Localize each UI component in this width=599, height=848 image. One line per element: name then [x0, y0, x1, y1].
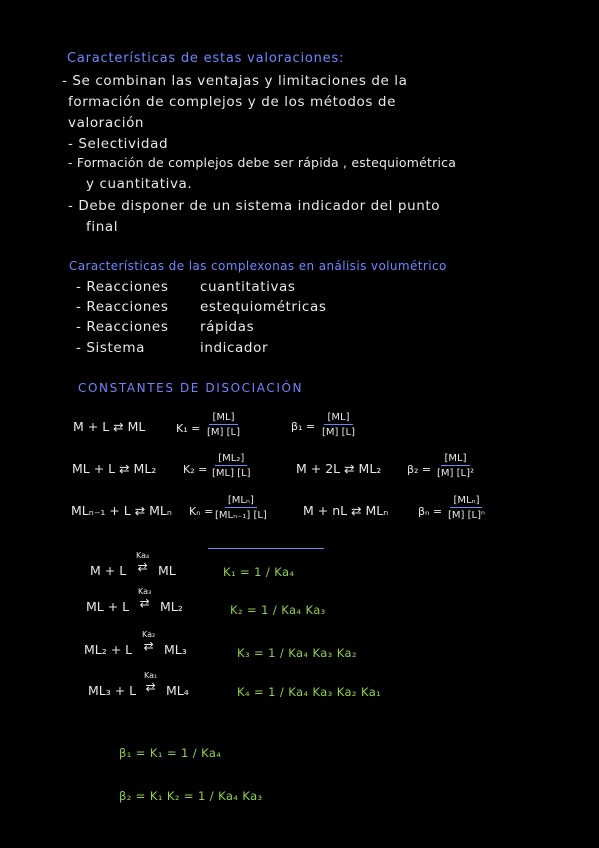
constant-label: Kₙ = — [189, 505, 214, 518]
equilibrium-arrow — [138, 588, 151, 609]
fraction-kn — [215, 495, 267, 521]
constant-label: βₙ = — [418, 505, 443, 518]
list-item-value: indicador — [200, 340, 269, 356]
section-title-constants: CONSTANTES DE DISOCIACIÓN — [78, 381, 304, 395]
equilibrium-arrow — [142, 631, 155, 652]
constant-label: β₁ = — [291, 420, 316, 433]
list-item-label: - Reacciones — [76, 319, 169, 335]
equilibrium-arrow — [136, 552, 149, 573]
reaction-right: ML₂ — [160, 599, 183, 614]
reaction-equation: ML + L ⇄ ML₂ — [72, 461, 157, 476]
ka-label: Ka₃ — [138, 587, 152, 596]
equilibrium-arrow-icon: ⇄ — [137, 560, 148, 574]
stepwise-constant: K₁ = 1 / Ka₄ — [223, 565, 295, 579]
stepwise-constant: K₃ = 1 / Ka₄ Ka₃ Ka₂ — [237, 646, 357, 660]
equilibrium-arrow — [144, 672, 157, 693]
equilibrium-arrow-icon: ⇄ — [143, 639, 154, 653]
list-item-value: rápidas — [200, 319, 255, 335]
equilibrium-arrow-icon: ⇄ — [139, 596, 150, 610]
reaction-equation: M + nL ⇄ MLₙ — [303, 503, 389, 518]
fraction-betan — [448, 495, 485, 521]
text-line: valoración — [68, 115, 145, 131]
ka-label: Ka₂ — [142, 630, 156, 639]
text-line: formación de complejos y de los métodos de — [68, 94, 397, 110]
fraction-numerator: [MLₙ] — [450, 495, 482, 508]
list-item-label: - Reacciones — [76, 299, 169, 315]
section-title-complexonas: Características de las complexonas en análisis volumétrico — [69, 259, 447, 273]
cumulative-constant-beta2: β₂ = K₁ K₂ = 1 / Ka₄ Ka₃ — [119, 789, 263, 803]
ka-label: Ka₄ — [136, 551, 150, 560]
reaction-left: ML + L — [86, 599, 130, 614]
fraction-numerator: [ML] — [324, 412, 352, 425]
reaction-equation: M + L ⇄ ML — [73, 419, 146, 434]
list-item-label: - Reacciones — [76, 279, 169, 295]
text-line: - Formación de complejos debe ser rápida , estequiométrica — [68, 155, 457, 170]
reaction-right: ML₃ — [164, 642, 187, 657]
text-line: - Debe disponer de un sistema indicador del punto — [68, 198, 441, 214]
fraction-denominator: [M] [L] — [207, 427, 240, 438]
fraction-numerator: [ML] — [441, 453, 469, 466]
fraction-k1 — [207, 412, 240, 438]
reaction-equation: MLₙ₋₁ + L ⇄ MLₙ — [71, 503, 172, 518]
reaction-left: M + L — [90, 563, 127, 578]
text-line: final — [86, 219, 119, 235]
ka-label: Ka₁ — [144, 671, 158, 680]
constant-label: K₁ = — [176, 422, 201, 435]
fraction-numerator: [ML₂] — [215, 453, 247, 466]
equilibrium-arrow-icon: ⇄ — [145, 680, 156, 694]
list-item-label: - Sistema — [76, 340, 145, 356]
constant-label: β₂ = — [407, 463, 432, 476]
fraction-k2 — [212, 453, 251, 479]
fraction-beta2 — [437, 453, 474, 479]
fraction-denominator: [MLₙ₋₁] [L] — [215, 510, 267, 521]
cumulative-constant-beta1: β₁ = K₁ = 1 / Ka₄ — [119, 746, 222, 760]
list-item-value: estequiométricas — [200, 299, 327, 315]
fraction-denominator: [M] [L]² — [437, 468, 474, 479]
fraction-denominator: [M] [L]ⁿ — [448, 510, 485, 521]
fraction-beta1 — [322, 412, 355, 438]
stepwise-constant: K₄ = 1 / Ka₄ Ka₃ Ka₂ Ka₁ — [237, 685, 382, 699]
reaction-right: ML — [158, 563, 176, 578]
stepwise-constant: K₂ = 1 / Ka₄ Ka₃ — [230, 603, 326, 617]
text-line: - Selectividad — [68, 136, 169, 152]
text-line: - Se combinan las ventajas y limitaciones de la — [62, 73, 408, 89]
list-item-value: cuantitativas — [200, 279, 296, 295]
reaction-right: ML₄ — [166, 683, 189, 698]
text-line: y cuantitativa. — [86, 176, 193, 192]
fraction-denominator: [ML] [L] — [212, 468, 251, 479]
fraction-numerator: [ML] — [209, 412, 237, 425]
separator-line — [208, 548, 324, 549]
fraction-denominator: [M] [L] — [322, 427, 355, 438]
reaction-left: ML₃ + L — [88, 683, 137, 698]
section-title-characteristics: Características de estas valoraciones: — [67, 51, 345, 66]
reaction-equation: M + 2L ⇄ ML₂ — [296, 461, 382, 476]
constant-label: K₂ = — [183, 463, 208, 476]
reaction-left: ML₂ + L — [84, 642, 133, 657]
fraction-numerator: [MLₙ] — [225, 495, 257, 508]
